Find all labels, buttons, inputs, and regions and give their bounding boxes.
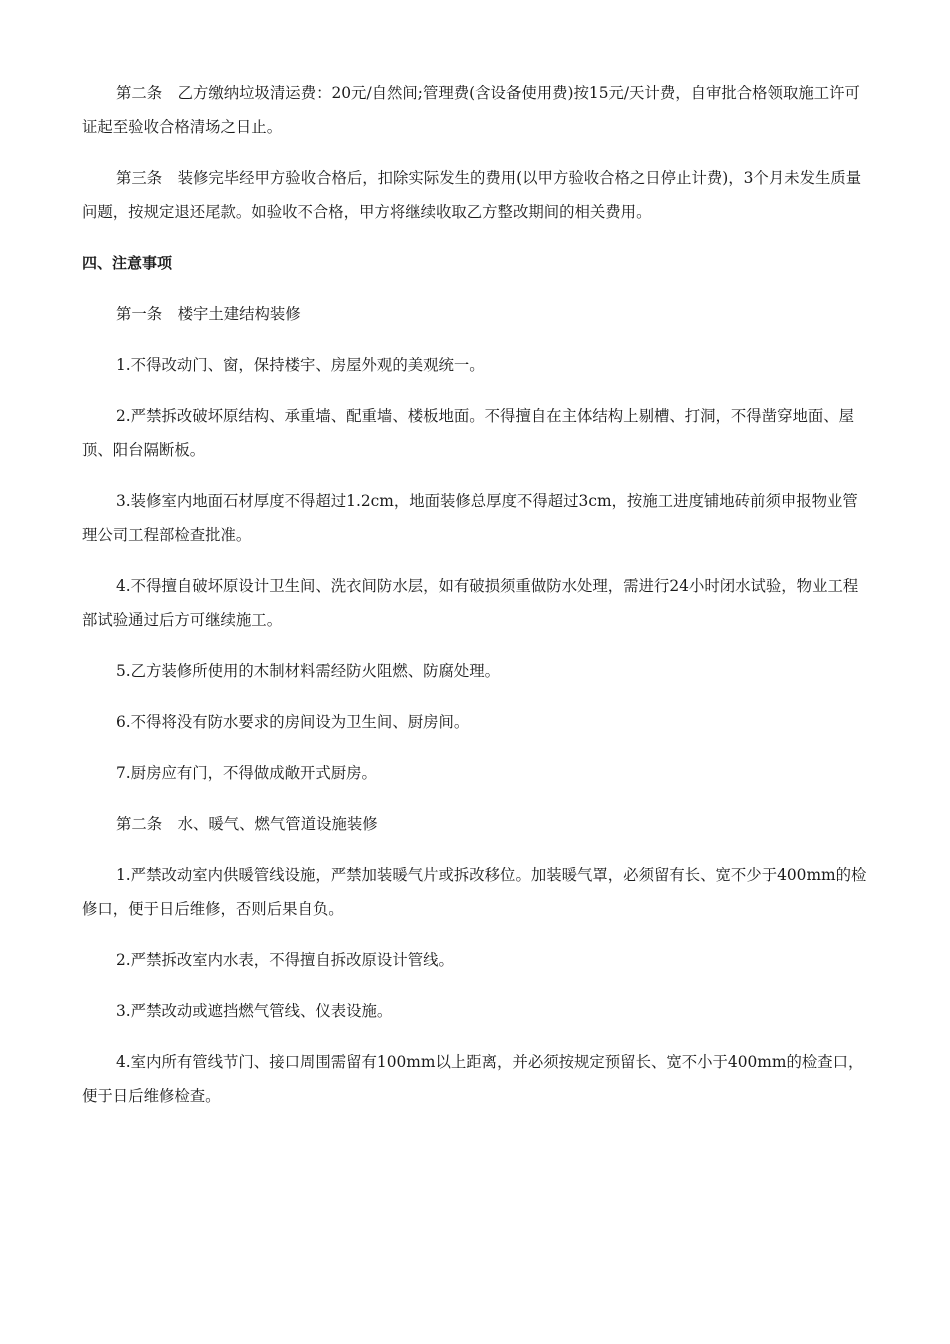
paragraph-item-1-2: 2.严禁拆改破坏原结构、承重墙、配重墙、楼板地面。不得擅自在主体结构上剔槽、打洞，不得凿穿地面、屋顶、阳台隔断板。	[82, 407, 855, 459]
section-heading-notes: 四、注意事项	[82, 254, 173, 272]
paragraph-item-1-5: 5.乙方装修所使用的木制材料需经防火阻燃、防腐处理。	[116, 662, 501, 680]
paragraph-article-3-acceptance: 第三条 装修完毕经甲方验收合格后，扣除实际发生的费用(以甲方验收合格之日停止计费)，3个月未发生质量问题，按规定退还尾款。如验收不合格，甲方将继续收取乙方整改期间的相关费用。	[82, 169, 862, 221]
paragraph-item-2-1: 1.严禁改动室内供暖管线设施，严禁加装暖气片或拆改移位。加装暖气罩，必须留有长、宽不少于400mm的检修口，便于日后维修，否则后果自负。	[82, 866, 867, 918]
paragraph-item-2-2: 2.严禁拆改室内水表，不得擅自拆改原设计管线。	[116, 951, 454, 969]
paragraph-article-2-fees: 第二条 乙方缴纳垃圾清运费：20元/自然间;管理费(含设备使用费)按15元/天计费，自审批合格领取施工许可证起至验收合格清场之日止。	[82, 84, 860, 136]
paragraph-article-2-pipes: 第二条 水、暖气、燃气管道设施装修	[116, 815, 378, 833]
document-body	[82, 76, 872, 1130]
paragraph-item-1-3: 3.装修室内地面石材厚度不得超过1.2cm，地面装修总厚度不得超过3cm，按施工进度铺地砖前须申报物业管理公司工程部检查批准。	[82, 492, 858, 544]
paragraph-item-1-6: 6.不得将没有防水要求的房间设为卫生间、厨房间。	[116, 713, 470, 731]
paragraph-item-1-4: 4.不得擅自破坏原设计卫生间、洗衣间防水层，如有破损须重做防水处理，需进行24小时闭水试验，物业工程部试验通过后方可继续施工。	[82, 577, 859, 629]
paragraph-item-1-7: 7.厨房应有门，不得做成敞开式厨房。	[116, 764, 377, 782]
paragraph-item-2-4: 4.室内所有管线节门、接口周围需留有100mm以上距离，并必须按规定预留长、宽不小于400mm的检查口，便于日后维修检查。	[82, 1053, 864, 1105]
paragraph-item-1-1: 1.不得改动门、窗，保持楼宇、房屋外观的美观统一。	[116, 356, 485, 374]
paragraph-item-2-3: 3.严禁改动或遮挡燃气管线、仪表设施。	[116, 1002, 393, 1020]
paragraph-article-1-structure: 第一条 楼宇土建结构装修	[116, 305, 301, 323]
